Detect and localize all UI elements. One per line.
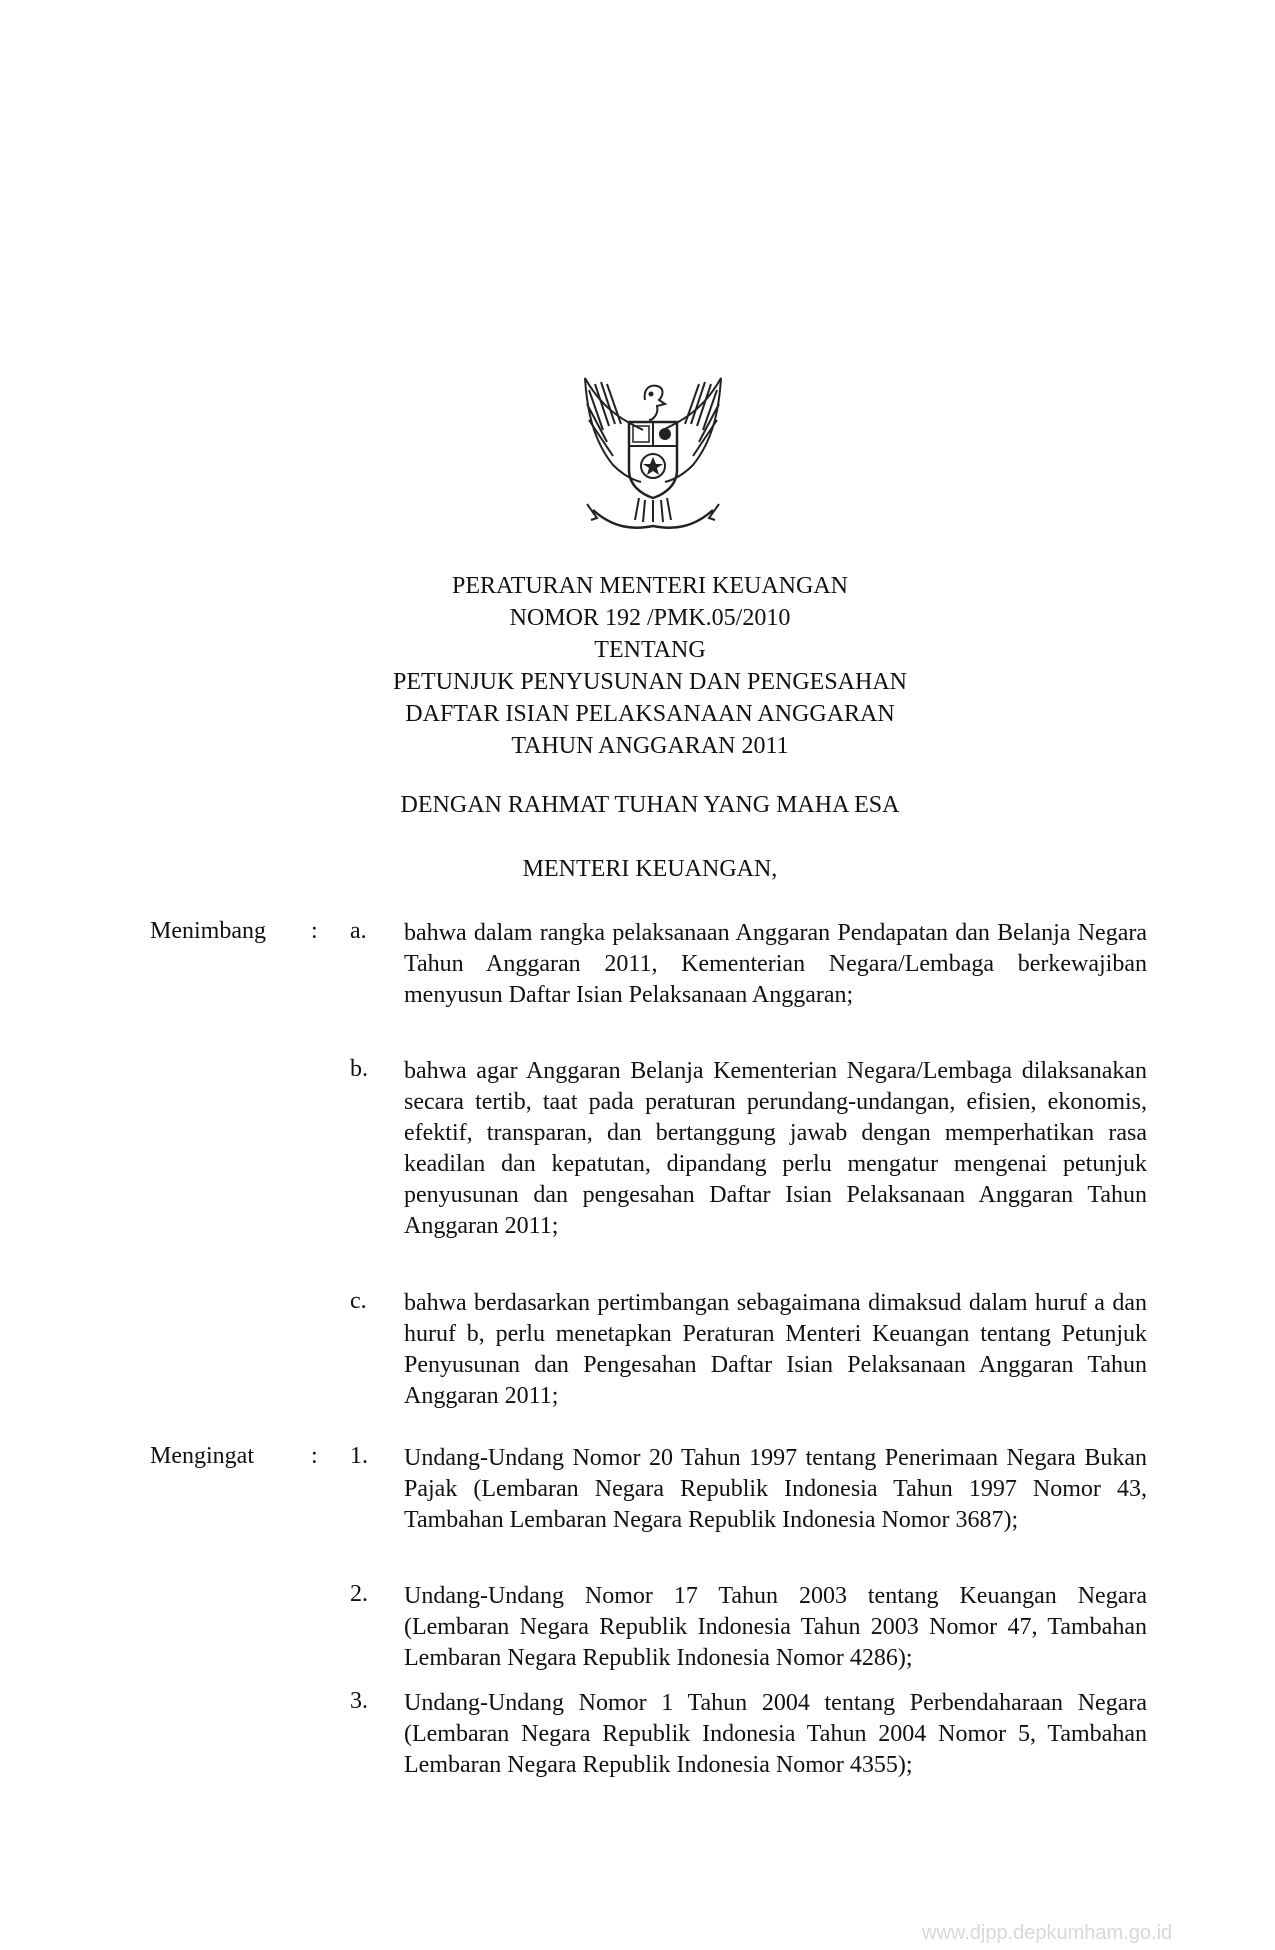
garuda-emblem-icon — [573, 370, 733, 540]
list-item: bahwa dalam rangka pelaksanaan Anggaran Pendapatan dan Belanja Negara Tahun Anggaran 2011, Kementerian Negara/Lembaga berkewajiban menyusun Daftar Isian Pelaksanaan Anggaran; — [404, 920, 1147, 1008]
menimbang-colon: : — [311, 918, 318, 944]
title-line: NOMOR 192 /PMK.05/2010 — [509, 605, 791, 631]
list-marker: a. — [350, 918, 367, 944]
list-marker: c. — [350, 1288, 367, 1314]
list-marker: b. — [350, 1056, 368, 1082]
title-line: TENTANG — [594, 637, 706, 663]
title-line: TAHUN ANGGARAN 2011 — [511, 733, 789, 759]
list-marker: 1. — [350, 1443, 368, 1469]
regulation-title — [0, 570, 1275, 762]
watermark: www.djpp.depkumham.go.id — [922, 1922, 1173, 1944]
list-marker: 2. — [350, 1581, 368, 1607]
list-item: Undang-Undang Nomor 20 Tahun 1997 tentang Penerimaan Negara Bukan Pajak (Lembaran Negara Republik Indonesia Tahun 1997 Nomor 43, Tambahan Lembaran Negara Republik Indonesia Nomor 3687); — [404, 1445, 1147, 1533]
title-line: PERATURAN MENTERI KEUANGAN — [452, 573, 848, 599]
grace-statement: DENGAN RAHMAT TUHAN YANG MAHA ESA — [400, 792, 900, 818]
mengingat-label: Mengingat — [150, 1443, 254, 1469]
list-item: bahwa berdasarkan pertimbangan sebagaimana dimaksud dalam huruf a dan huruf b, perlu menetapkan Peraturan Menteri Keuangan tentang Petunjuk Penyusunan dan Pengesahan Daftar Isian Pelaksanaan Anggaran Tahun Anggaran 2011; — [404, 1290, 1147, 1409]
list-marker: 3. — [350, 1688, 368, 1714]
title-line: PETUNJUK PENYUSUNAN DAN PENGESAHAN — [392, 669, 908, 695]
list-item: Undang-Undang Nomor 17 Tahun 2003 tentang Keuangan Negara (Lembaran Negara Republik Indonesia Tahun 2003 Nomor 47, Tambahan Lembaran Negara Republik Indonesia Nomor 4286); — [404, 1583, 1147, 1671]
mengingat-colon: : — [311, 1443, 318, 1469]
menimbang-label: Menimbang — [150, 918, 266, 944]
minister-heading: MENTERI KEUANGAN, — [522, 856, 778, 882]
list-item: bahwa agar Anggaran Belanja Kementerian Negara/Lembaga dilaksanakan secara tertib, taat pada peraturan perundang-undangan, efisien, ekonomis, efektif, transparan, dan bertanggung jawab dengan memperhatikan rasa keadilan dan kepatutan, dipandang perlu mengatur mengenai petunjuk penyusunan dan pengesahan Daftar Isian Pelaksanaan Anggaran Tahun Anggaran 2011; — [404, 1058, 1147, 1239]
list-item: Undang-Undang Nomor 1 Tahun 2004 tentang Perbendaharaan Negara (Lembaran Negara Republik Indonesia Tahun 2004 Nomor 5, Tambahan Lembaran Negara Republik Indonesia Nomor 4355); — [404, 1690, 1147, 1778]
title-line: DAFTAR ISIAN PELAKSANAAN ANGGARAN — [405, 701, 895, 727]
